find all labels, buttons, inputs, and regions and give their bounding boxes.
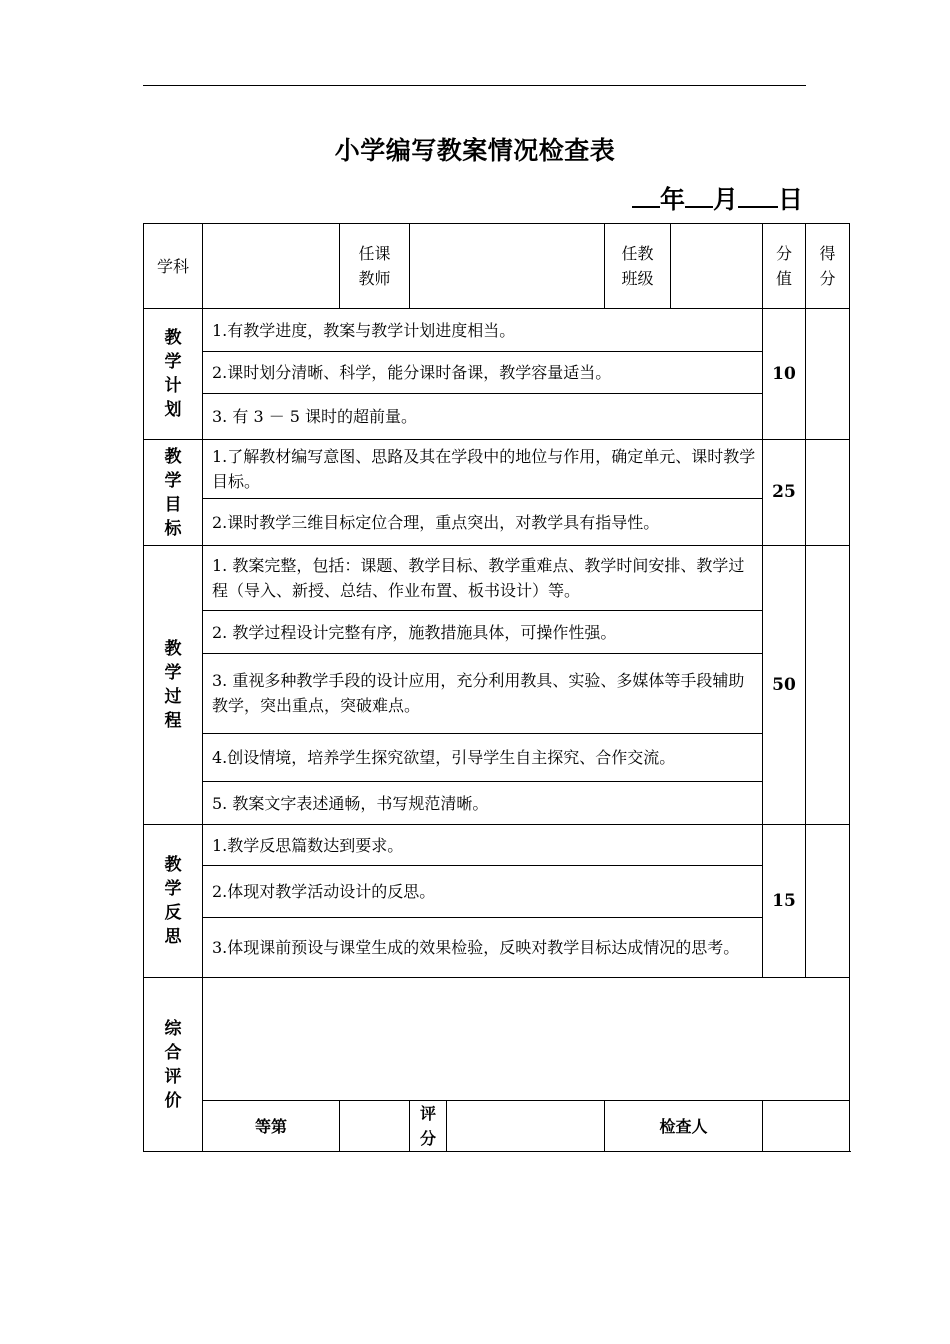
process-score-cell[interactable] bbox=[806, 546, 850, 825]
plan-item-2: 2.课时划分清晰、科学，能分课时备课，教学容量适当。 bbox=[203, 352, 763, 394]
table-row bbox=[144, 546, 850, 611]
table-row bbox=[144, 309, 850, 352]
table-row bbox=[144, 866, 850, 918]
section-process-label: 教 学 过 程 bbox=[144, 546, 203, 825]
table-row bbox=[144, 611, 850, 654]
top-rule bbox=[143, 85, 806, 86]
summary-row bbox=[144, 978, 850, 1101]
section-plan-label: 教 学 计 划 bbox=[144, 309, 203, 440]
year-label: 年 bbox=[659, 185, 685, 214]
month-label: 月 bbox=[712, 185, 738, 214]
plan-item-1: 1.有教学进度，教案与教学计划进度相当。 bbox=[203, 309, 763, 352]
summary-cell[interactable] bbox=[203, 978, 850, 1101]
day-label: 日 bbox=[777, 185, 803, 214]
table-row bbox=[144, 825, 850, 866]
plan-points: 10 bbox=[763, 309, 806, 440]
teacher-label: 任课 教师 bbox=[340, 224, 410, 309]
reflection-item-3: 3.体现课前预设与课堂生成的效果检验，反映对教学目标达成情况的思考。 bbox=[203, 918, 763, 978]
plan-score-cell[interactable] bbox=[806, 309, 850, 440]
table-row bbox=[144, 499, 850, 546]
process-points: 50 bbox=[763, 546, 806, 825]
grade-label: 等第 bbox=[203, 1101, 340, 1152]
table-row bbox=[144, 918, 850, 978]
day-blank[interactable] bbox=[738, 184, 778, 208]
goal-points: 25 bbox=[763, 440, 806, 546]
subject-label: 学科 bbox=[144, 224, 203, 309]
summary-footer-row bbox=[144, 1101, 850, 1152]
score-label: 得 分 bbox=[806, 224, 850, 309]
rating-label: 评 分 bbox=[410, 1101, 447, 1152]
process-item-3: 3. 重视多种教学手段的设计应用，充分利用教具、实验、多媒体等手段辅助教学，突出重点，突破难点。 bbox=[203, 654, 763, 734]
inspector-cell[interactable] bbox=[763, 1101, 850, 1152]
class-label: 任教 班级 bbox=[605, 224, 671, 309]
goal-score-cell[interactable] bbox=[806, 440, 850, 546]
goal-item-2: 2.课时教学三维目标定位合理，重点突出，对教学具有指导性。 bbox=[203, 499, 763, 546]
header-row bbox=[144, 224, 850, 309]
section-reflection-label: 教 学 反 思 bbox=[144, 825, 203, 978]
process-item-2: 2. 教学过程设计完整有序，施教措施具体，可操作性强。 bbox=[203, 611, 763, 654]
subject-cell[interactable] bbox=[203, 224, 340, 309]
grade-cell[interactable] bbox=[340, 1101, 410, 1152]
month-blank[interactable] bbox=[685, 184, 713, 208]
page-title: 小学编写教案情况检查表 bbox=[334, 136, 616, 165]
reflection-item-1: 1.教学反思篇数达到要求。 bbox=[203, 825, 763, 866]
summary-label: 综 合 评 价 bbox=[144, 978, 203, 1152]
teacher-cell[interactable] bbox=[410, 224, 605, 309]
plan-item-3: 3. 有 3 － 5 课时的超前量。 bbox=[203, 394, 763, 440]
goal-item-1: 1.了解教材编写意图、思路及其在学段中的地位与作用，确定单元、课时教学目标。 bbox=[203, 440, 763, 499]
table-row bbox=[144, 734, 850, 782]
table-row bbox=[144, 440, 850, 499]
table-row bbox=[144, 394, 850, 440]
reflection-points: 15 bbox=[763, 825, 806, 978]
inspector-label: 检查人 bbox=[605, 1101, 763, 1152]
rating-cell[interactable] bbox=[447, 1101, 605, 1152]
table-row bbox=[144, 782, 850, 825]
points-label: 分 值 bbox=[763, 224, 806, 309]
date-line bbox=[632, 180, 803, 216]
inspection-table bbox=[143, 223, 850, 1152]
section-goal-label: 教 学 目 标 bbox=[144, 440, 203, 546]
process-item-1: 1. 教案完整，包括：课题、教学目标、教学重难点、教学时间安排、教学过程（导入、新授、总结、作业布置、板书设计）等。 bbox=[203, 546, 763, 611]
process-item-5: 5. 教案文字表述通畅，书写规范清晰。 bbox=[203, 782, 763, 825]
year-blank[interactable] bbox=[632, 184, 660, 208]
process-item-4: 4.创设情境，培养学生探究欲望，引导学生自主探究、合作交流。 bbox=[203, 734, 763, 782]
class-cell[interactable] bbox=[671, 224, 763, 309]
table-row bbox=[144, 654, 850, 734]
table-row bbox=[144, 352, 850, 394]
reflection-score-cell[interactable] bbox=[806, 825, 850, 978]
reflection-item-2: 2.体现对教学活动设计的反思。 bbox=[203, 866, 763, 918]
